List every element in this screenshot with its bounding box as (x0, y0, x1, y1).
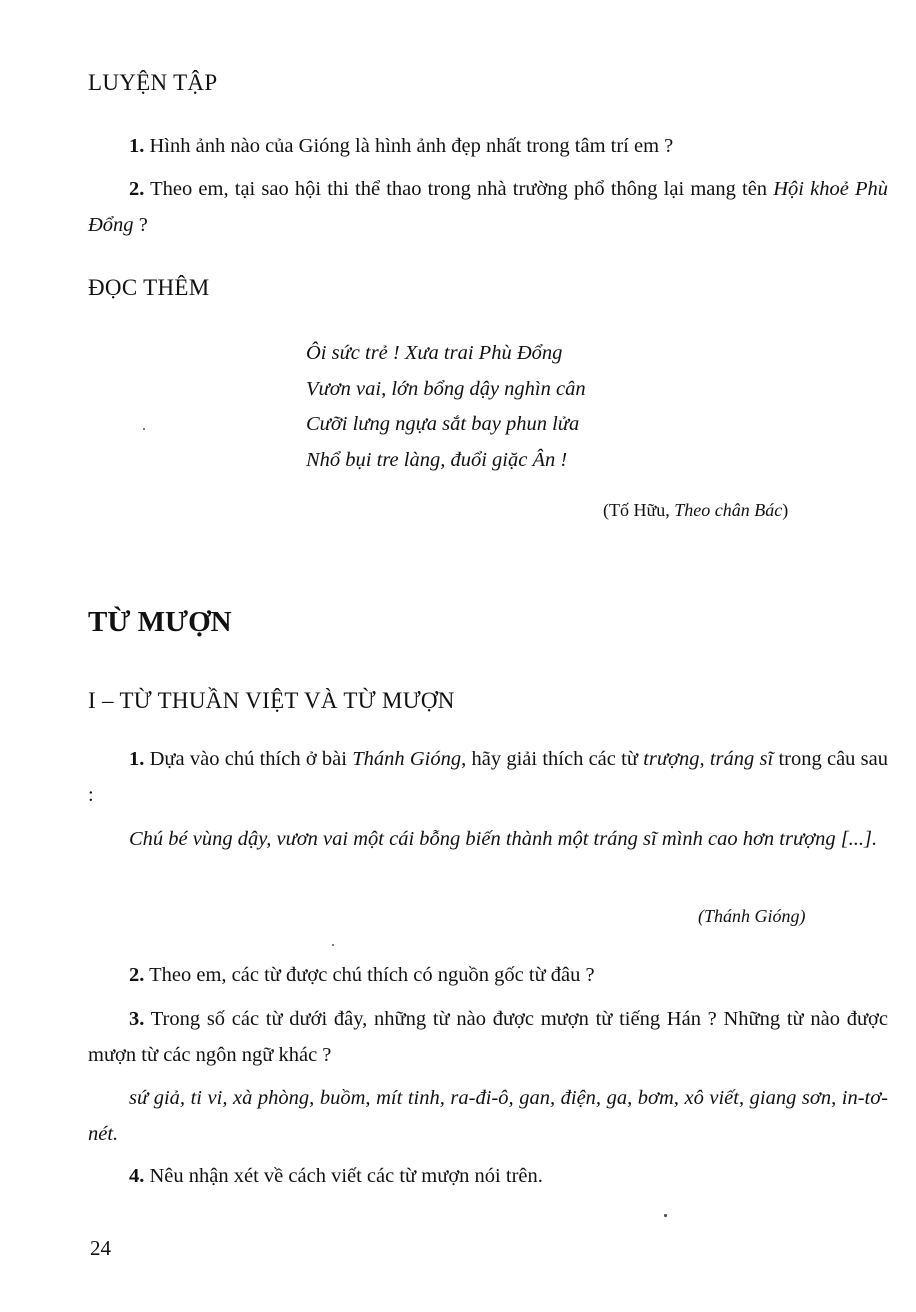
poem-line: Cưỡi lưng ngựa sắt bay phun lửa (306, 413, 580, 435)
poem-line: Ôi sức trẻ ! Xưa trai Phù Đổng (306, 342, 563, 364)
exercise-2 (88, 171, 888, 243)
quote-source: (Thánh Gióng) (698, 906, 806, 926)
doc-them-heading: ĐỌC THÊM (88, 275, 210, 300)
question-number: 3. (129, 1008, 145, 1030)
question-text: , hãy giải thích các từ (461, 748, 644, 770)
lesson-question-3 (88, 1001, 888, 1073)
page-number: 24 (90, 1236, 111, 1260)
poem-line: Vươn vai, lớn bổng dậy nghìn cân (306, 377, 586, 400)
luyen-tap-heading: LUYỆN TẬP (88, 70, 218, 95)
quote-text: Chú bé vùng dậy, vươn vai một cái bỗng biến thành một tráng sĩ mình cao hơn trượng [...]. (129, 828, 878, 850)
poem-source-close: ) (782, 500, 789, 520)
poem-source-work: Theo chân Bác (674, 500, 783, 520)
scan-speck (143, 428, 145, 430)
lesson-reference: Thánh Gióng (352, 748, 462, 770)
exercise-text: Hình ảnh nào của Gióng là hình ảnh đẹp nhất trong tâm trí em ? (149, 135, 674, 157)
lesson-title: TỪ MƯỢN (88, 606, 232, 638)
question-number: 1. (129, 748, 145, 770)
scan-speck (664, 1214, 667, 1217)
poem (306, 336, 586, 478)
question-text: Trong số các từ dưới đây, những từ nào được mượn từ tiếng Hán ? Những từ nào được mượn từ các ngôn ngữ khác ? (88, 1008, 888, 1066)
question-text: , (699, 748, 710, 770)
term: tráng sĩ (709, 748, 774, 770)
exercise-number: 2. (129, 178, 145, 200)
section-heading: I – TỪ THUẦN VIỆT VÀ TỪ MƯỢN (88, 688, 455, 713)
exercise-1 (88, 128, 888, 164)
scan-speck (332, 944, 334, 946)
question-number: 2. (129, 964, 145, 986)
poem-source (603, 500, 788, 521)
word-list (88, 1080, 888, 1152)
question-text: trong câu sau : (88, 748, 889, 806)
poem-line: Nhổ bụi tre làng, đuổi giặc Ân ! (306, 448, 568, 471)
lesson-question-1 (88, 741, 888, 813)
term: trượng (643, 748, 700, 770)
exercise-text: Theo em, tại sao hội thi thể thao trong nhà trường phổ thông lại mang tên (150, 178, 768, 200)
exercise-punct: ? (133, 214, 148, 236)
lesson-question-4 (88, 1158, 888, 1194)
question-text: Dựa vào chú thích ở bài (149, 748, 353, 770)
word-list-text: sứ giả, ti vi, xà phòng, buồm, mít tinh, ra-đi-ô, gan, điện, ga, bơm, xô viết, giang sơn, in-tơ-nét. (88, 1087, 888, 1145)
question-text: Nêu nhận xét về cách viết các từ mượn nói trên. (149, 1165, 543, 1187)
poem-source-author: (Tố Hữu, (603, 500, 675, 520)
question-text: Theo em, các từ được chú thích có nguồn gốc từ đâu ? (149, 964, 595, 986)
lesson-question-2 (88, 957, 888, 993)
quote (88, 821, 888, 857)
question-number: 4. (129, 1165, 145, 1187)
exercise-italic-term: Hội khoẻ Phù Đổng (88, 178, 888, 236)
exercise-number: 1. (129, 135, 145, 157)
